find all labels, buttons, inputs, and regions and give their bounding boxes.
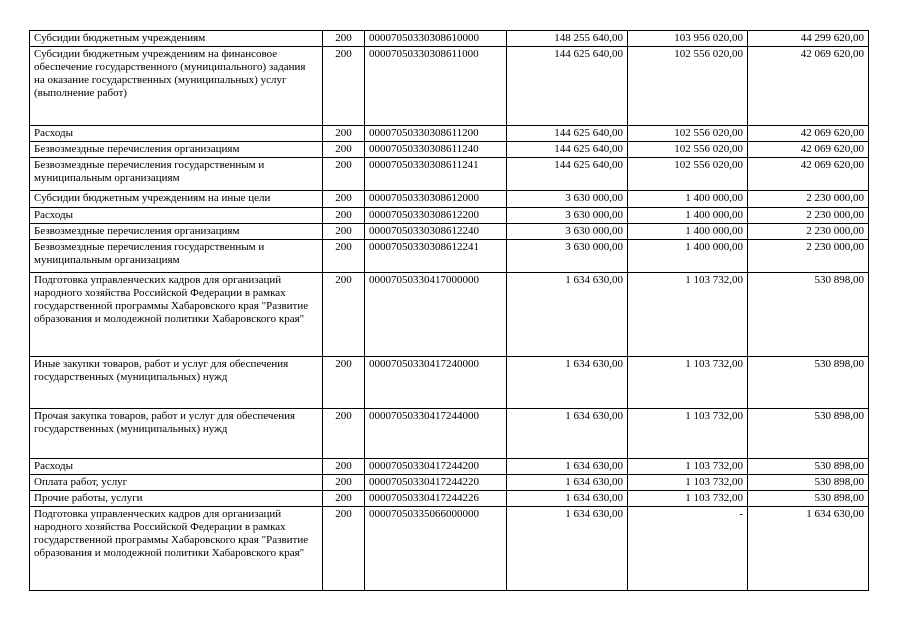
- row-value-2: 1 103 732,00: [628, 273, 748, 357]
- row-classifier: 00007050335066000000: [365, 507, 507, 591]
- table-row: [30, 273, 869, 357]
- row-name: Расходы: [30, 126, 323, 142]
- document-page: [29, 30, 869, 591]
- table-row: [30, 475, 869, 491]
- row-classifier: 00007050330417240000: [365, 357, 507, 409]
- row-name: Прочая закупка товаров, работ и услуг для обеспечения государственных (муниципальных) нужд: [30, 409, 323, 459]
- row-value-1: 3 630 000,00: [507, 208, 628, 224]
- row-value-1: 3 630 000,00: [507, 191, 628, 208]
- row-value-2: -: [628, 507, 748, 591]
- row-value-3: 530 898,00: [748, 409, 869, 459]
- row-code: 200: [323, 224, 365, 240]
- row-value-1: 3 630 000,00: [507, 240, 628, 273]
- row-value-2: 1 103 732,00: [628, 459, 748, 475]
- row-value-3: 2 230 000,00: [748, 208, 869, 224]
- table-row: [30, 191, 869, 208]
- row-classifier: 00007050330308611000: [365, 47, 507, 126]
- table-row: [30, 208, 869, 224]
- row-value-3: 42 069 620,00: [748, 142, 869, 158]
- row-code: 200: [323, 491, 365, 507]
- row-classifier: 00007050330308610000: [365, 31, 507, 47]
- table-row: [30, 491, 869, 507]
- row-value-3: 44 299 620,00: [748, 31, 869, 47]
- row-classifier: 00007050330417244000: [365, 409, 507, 459]
- row-value-3: 530 898,00: [748, 273, 869, 357]
- row-value-1: 1 634 630,00: [507, 357, 628, 409]
- row-value-3: 2 230 000,00: [748, 224, 869, 240]
- table-row: [30, 459, 869, 475]
- row-code: 200: [323, 47, 365, 126]
- row-value-1: 1 634 630,00: [507, 507, 628, 591]
- row-value-1: 1 634 630,00: [507, 459, 628, 475]
- row-code: 200: [323, 158, 365, 191]
- row-code: 200: [323, 273, 365, 357]
- row-value-3: 42 069 620,00: [748, 126, 869, 142]
- row-code: 200: [323, 208, 365, 224]
- row-value-2: 102 556 020,00: [628, 126, 748, 142]
- table-row: [30, 126, 869, 142]
- row-value-3: 2 230 000,00: [748, 240, 869, 273]
- row-classifier: 00007050330308611241: [365, 158, 507, 191]
- row-name: Расходы: [30, 459, 323, 475]
- row-value-1: 1 634 630,00: [507, 409, 628, 459]
- row-value-2: 103 956 020,00: [628, 31, 748, 47]
- row-value-3: 1 634 630,00: [748, 507, 869, 591]
- row-name: Безвозмездные перечисления организациям: [30, 142, 323, 158]
- row-value-3: 530 898,00: [748, 459, 869, 475]
- row-value-2: 1 400 000,00: [628, 224, 748, 240]
- table-row: [30, 47, 869, 126]
- row-value-3: 2 230 000,00: [748, 191, 869, 208]
- row-value-1: 3 630 000,00: [507, 224, 628, 240]
- table-row: [30, 409, 869, 459]
- row-value-2: 1 103 732,00: [628, 357, 748, 409]
- row-value-1: 144 625 640,00: [507, 142, 628, 158]
- row-value-1: 144 625 640,00: [507, 126, 628, 142]
- row-value-1: 144 625 640,00: [507, 158, 628, 191]
- table-row: [30, 224, 869, 240]
- table-row: [30, 142, 869, 158]
- row-classifier: 00007050330308611240: [365, 142, 507, 158]
- row-value-2: 1 400 000,00: [628, 240, 748, 273]
- row-value-1: 1 634 630,00: [507, 273, 628, 357]
- row-classifier: 00007050330417244220: [365, 475, 507, 491]
- row-classifier: 00007050330308612000: [365, 191, 507, 208]
- row-code: 200: [323, 191, 365, 208]
- row-code: 200: [323, 126, 365, 142]
- row-code: 200: [323, 507, 365, 591]
- row-value-2: 1 400 000,00: [628, 191, 748, 208]
- row-value-1: 1 634 630,00: [507, 491, 628, 507]
- table-row: [30, 158, 869, 191]
- row-classifier: 00007050330417244226: [365, 491, 507, 507]
- row-value-2: 102 556 020,00: [628, 158, 748, 191]
- row-classifier: 00007050330417244200: [365, 459, 507, 475]
- budget-table: [29, 30, 869, 591]
- row-value-2: 1 103 732,00: [628, 409, 748, 459]
- row-value-3: 42 069 620,00: [748, 47, 869, 126]
- row-name: Подготовка управленческих кадров для организаций народного хозяйства Российской Федерации в рамках государственной программы Хабаровского края "Развитие образования и молодежной политики Хабаровского края": [30, 273, 323, 357]
- row-name: Безвозмездные перечисления государственным и муниципальным организациям: [30, 158, 323, 191]
- row-code: 200: [323, 357, 365, 409]
- row-name: Иные закупки товаров, работ и услуг для обеспечения государственных (муниципальных) нужд: [30, 357, 323, 409]
- table-row: [30, 357, 869, 409]
- row-classifier: 00007050330308612200: [365, 208, 507, 224]
- row-value-3: 42 069 620,00: [748, 158, 869, 191]
- row-value-3: 530 898,00: [748, 491, 869, 507]
- row-value-3: 530 898,00: [748, 357, 869, 409]
- row-value-2: 102 556 020,00: [628, 142, 748, 158]
- row-value-1: 144 625 640,00: [507, 47, 628, 126]
- row-value-3: 530 898,00: [748, 475, 869, 491]
- table-row: [30, 31, 869, 47]
- row-value-2: 1 103 732,00: [628, 491, 748, 507]
- row-classifier: 00007050330308611200: [365, 126, 507, 142]
- row-name: Безвозмездные перечисления организациям: [30, 224, 323, 240]
- row-code: 200: [323, 459, 365, 475]
- row-name: Безвозмездные перечисления государственным и муниципальным организациям: [30, 240, 323, 273]
- row-classifier: 00007050330308612240: [365, 224, 507, 240]
- row-value-2: 102 556 020,00: [628, 47, 748, 126]
- row-name: Расходы: [30, 208, 323, 224]
- row-name: Подготовка управленческих кадров для организаций народного хозяйства Российской Федерации в рамках государственной программы Хабаровского края "Развитие образования и молодежной политики Хабаровского края": [30, 507, 323, 591]
- row-value-2: 1 103 732,00: [628, 475, 748, 491]
- row-value-1: 148 255 640,00: [507, 31, 628, 47]
- row-code: 200: [323, 240, 365, 273]
- row-name: Субсидии бюджетным учреждениям на иные цели: [30, 191, 323, 208]
- table-row: [30, 507, 869, 591]
- row-code: 200: [323, 475, 365, 491]
- row-value-2: 1 400 000,00: [628, 208, 748, 224]
- row-name: Субсидии бюджетным учреждениям: [30, 31, 323, 47]
- row-classifier: 00007050330308612241: [365, 240, 507, 273]
- row-classifier: 00007050330417000000: [365, 273, 507, 357]
- row-name: Субсидии бюджетным учреждениям на финансовое обеспечение государственного (муниципального) задания на оказание государственных (муниципальных) услуг (выполнение работ): [30, 47, 323, 126]
- row-code: 200: [323, 409, 365, 459]
- row-code: 200: [323, 31, 365, 47]
- table-row: [30, 240, 869, 273]
- row-name: Прочие работы, услуги: [30, 491, 323, 507]
- row-name: Оплата работ, услуг: [30, 475, 323, 491]
- row-value-1: 1 634 630,00: [507, 475, 628, 491]
- row-code: 200: [323, 142, 365, 158]
